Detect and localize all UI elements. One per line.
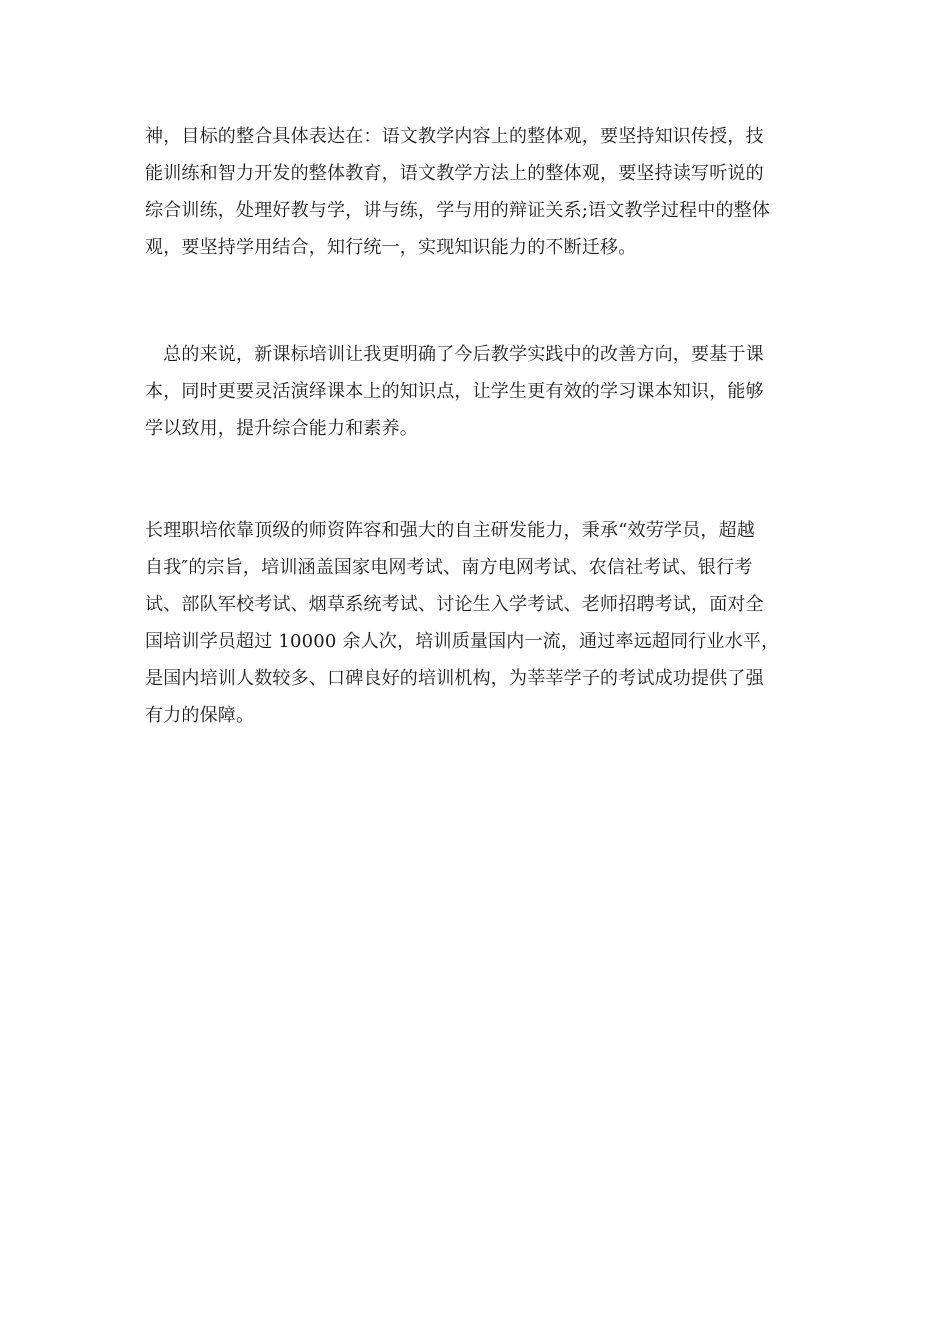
text-line: 观，要坚持学用结合，知行统一，实现知识能力的不断迁移。 [145, 237, 637, 258]
text-line: 试、部队军校考试、烟草系统考试、讨论生入学考试、老师招聘考试，面对全 [145, 594, 764, 615]
text-line: 是国内培训人数较多、口碑良好的培训机构，为莘莘学子的考试成功提供了强 [145, 668, 764, 689]
paragraph-integration [145, 118, 810, 266]
text-line: 国培训学员超过 10000 余人次，培训质量国内一流，通过率远超同行业水平， [145, 631, 780, 652]
text-line: 长理职培依靠顶级的师资阵容和强大的自主研发能力，秉承“效劳学员，超越 [145, 520, 755, 541]
text-line: 自我″的宗旨，培训涵盖国家电网考试、南方电网考试、农信社考试、银行考 [145, 557, 753, 578]
text-line: 本，同时更要灵活演绎课本上的知识点，让学生更有效的学习课本知识，能够 [145, 381, 764, 402]
text-line: 学以致用，提升综合能力和素养。 [145, 418, 418, 439]
text-line: 能训练和智力开发的整体教育，语文教学方法上的整体观，要坚持读写听说的 [145, 163, 764, 184]
paragraph-summary [145, 336, 810, 447]
text-line: 有力的保障。 [145, 705, 255, 726]
text-line: 总的来说，新课标培训让我更明确了今后教学实践中的改善方向，要基于课 [145, 344, 764, 365]
text-line: 综合训练，处理好教与学，讲与练，学与用的辩证关系;语文教学过程中的整体 [145, 200, 771, 221]
paragraph-institution [145, 512, 810, 734]
text-line: 神，目标的整合具体表达在：语文教学内容上的整体观，要坚持知识传授，技 [145, 126, 764, 147]
